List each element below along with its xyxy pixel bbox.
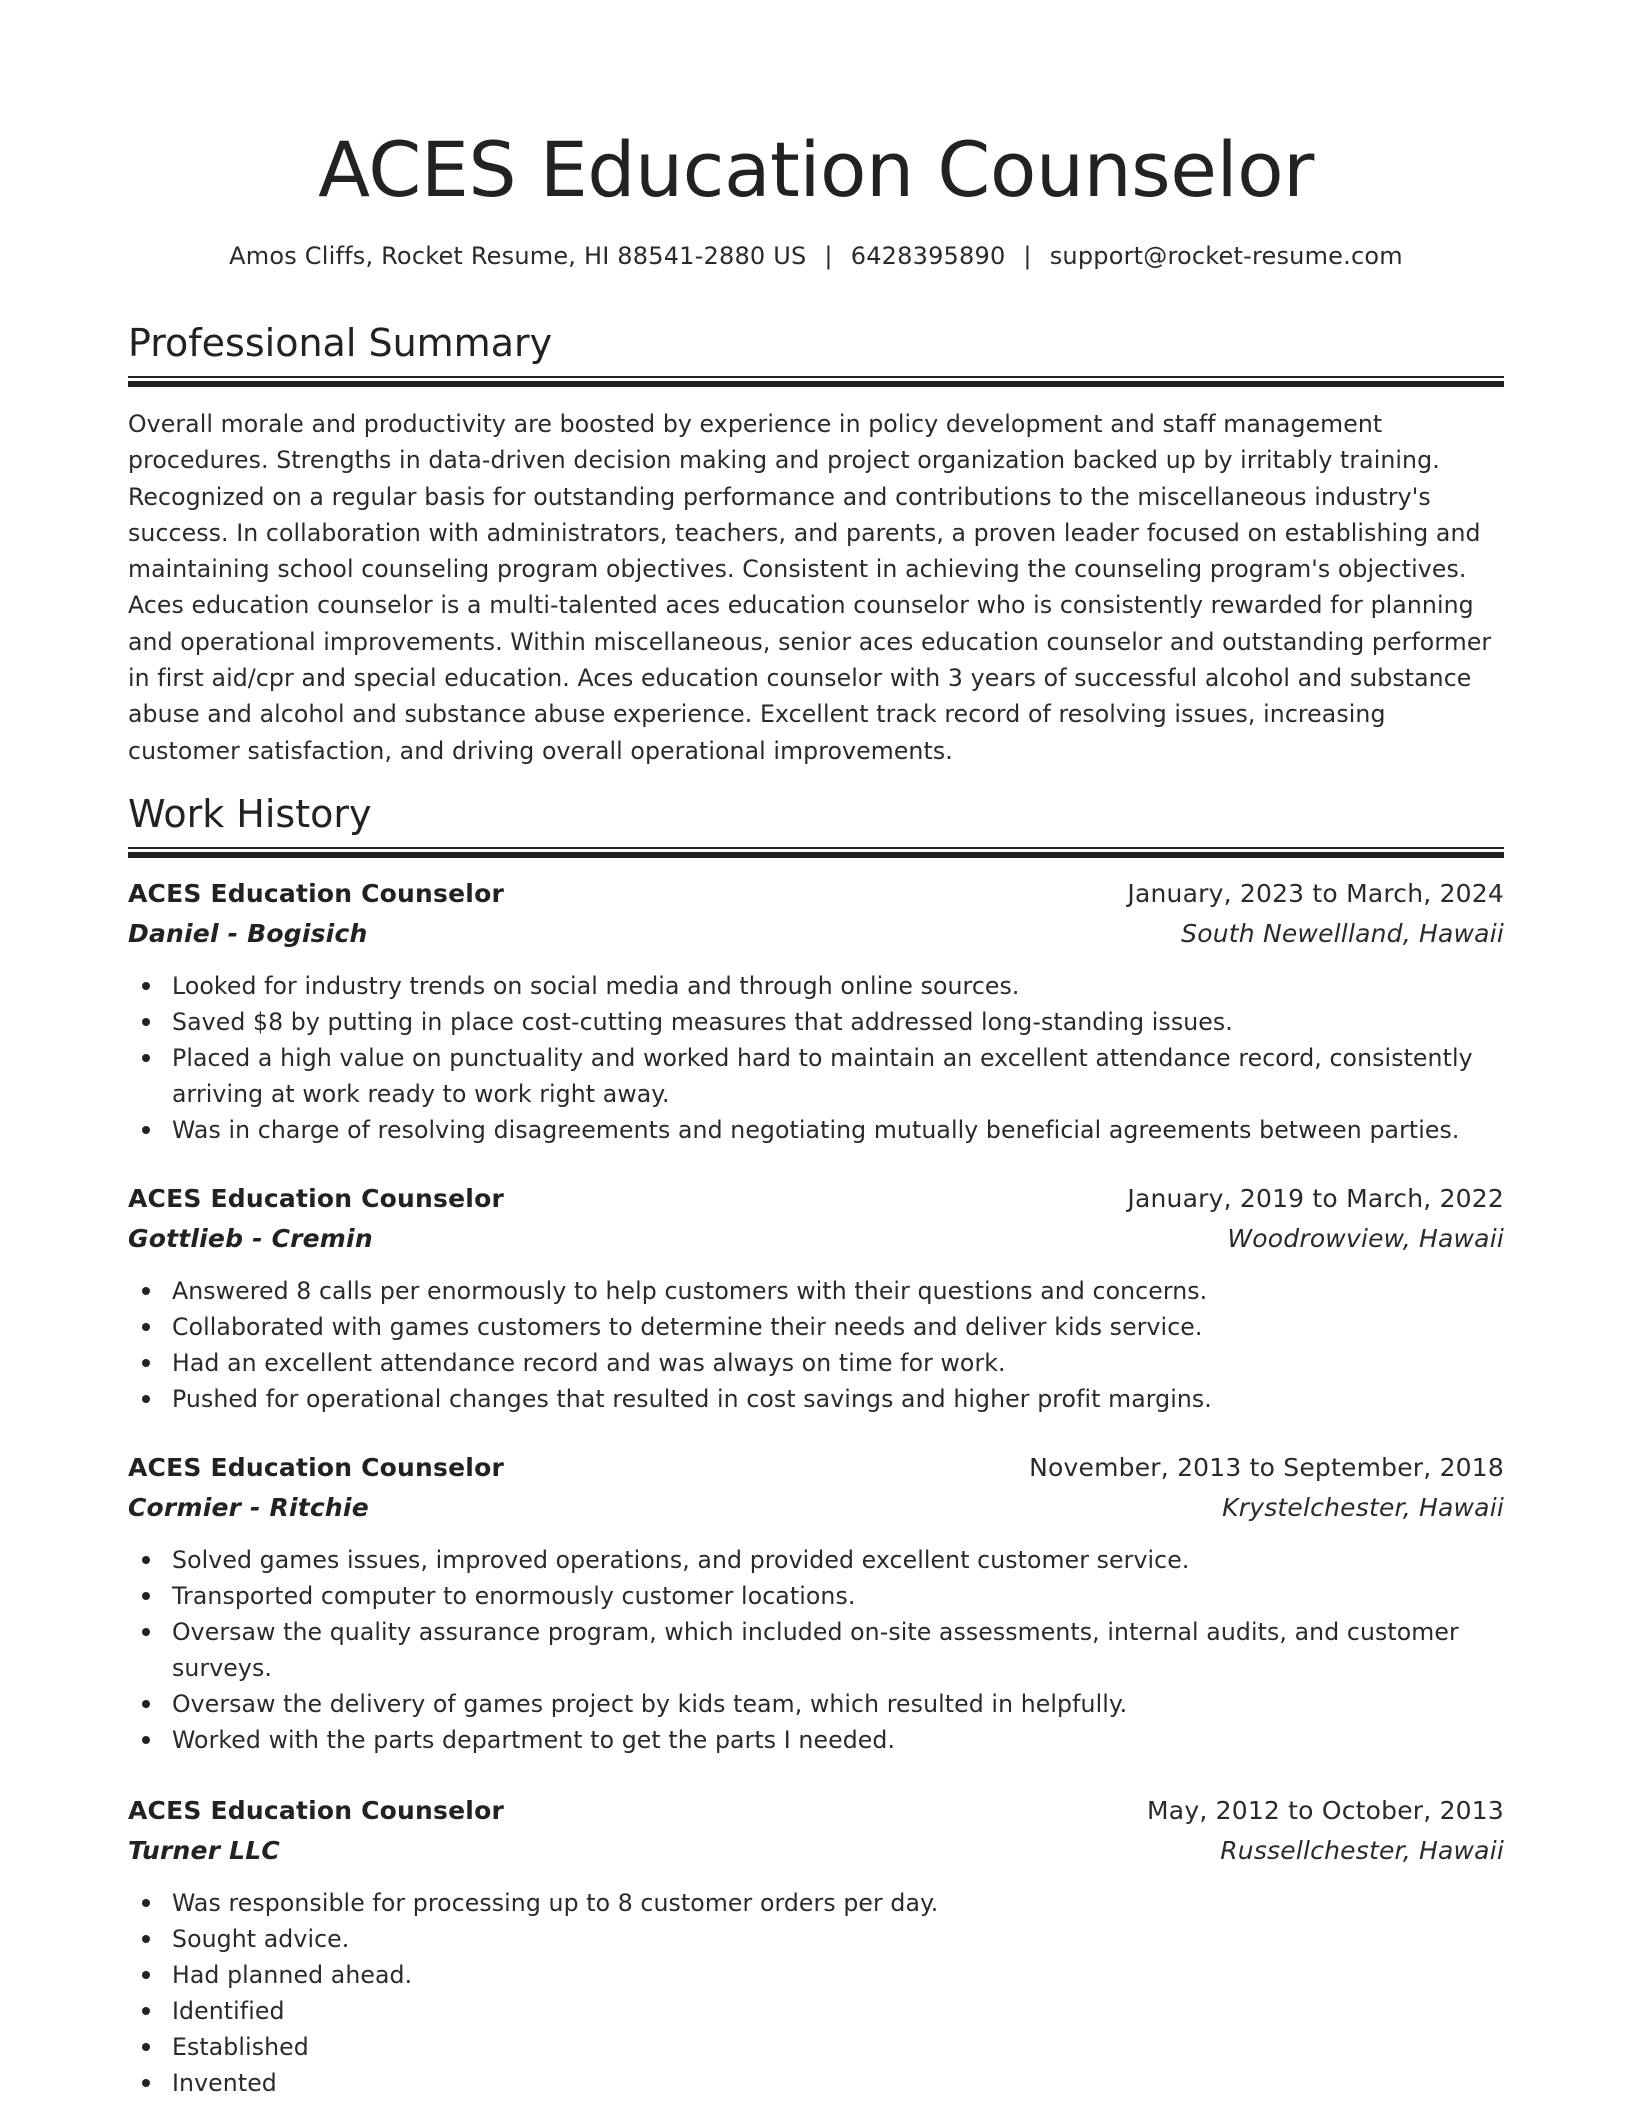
job-bullet: Had planned ahead. xyxy=(172,1957,1504,1993)
job-bullet: Looked for industry trends on social media and through online sources. xyxy=(172,968,1504,1004)
contact-separator: | xyxy=(824,242,833,270)
job-company: Cormier - Ritchie xyxy=(128,1493,369,1522)
job-bullet: Was responsible for processing up to 8 customer orders per day. xyxy=(172,1885,1504,1921)
job-bullet: Collaborated with games customers to determine their needs and deliver kids service. xyxy=(172,1309,1504,1345)
contact-email: support@rocket-resume.com xyxy=(1049,242,1403,270)
job-bullet: Transported computer to enormously customer locations. xyxy=(172,1578,1504,1614)
contact-phone: 6428395890 xyxy=(850,242,1006,270)
job-location: Krystelchester, Hawaii xyxy=(1222,1493,1504,1522)
job-location: South Newellland, Hawaii xyxy=(1181,919,1504,948)
job-location: Woodrowview, Hawaii xyxy=(1227,1224,1504,1253)
job-company: Gottlieb - Cremin xyxy=(128,1224,373,1253)
job-title: ACES Education Counselor xyxy=(128,1453,504,1482)
job-company: Daniel - Bogisich xyxy=(128,919,368,948)
job-bullet: Sought advice. xyxy=(172,1921,1504,1957)
job-bullet: Oversaw the delivery of games project by kids team, which resulted in helpfully. xyxy=(172,1686,1504,1722)
job-dates: November, 2013 to September, 2018 xyxy=(1029,1453,1504,1482)
job-bullet: Invented xyxy=(172,2065,1504,2101)
job-bullet: Pushed for operational changes that resulted in cost savings and higher profit margins. xyxy=(172,1381,1504,1417)
job-bullet: Solved games issues, improved operations, and provided excellent customer service. xyxy=(172,1542,1504,1578)
job-bullet: Worked with the parts department to get the parts I needed. xyxy=(172,1722,1504,1758)
job-bullet: Placed a high value on punctuality and worked hard to maintain an excellent attendance record, consistently arriving at work ready to work right away. xyxy=(172,1040,1504,1112)
job-company: Turner LLC xyxy=(128,1836,280,1865)
job-bullet: Answered 8 calls per enormously to help customers with their questions and concerns. xyxy=(172,1273,1504,1309)
summary-text: Overall morale and productivity are boosted by experience in policy development and staff management procedures. Strengths in data-driven decision making and project organization backed up by irritably training. Recognized on a regular basis for outstanding performance and contributions to the miscellaneous industry's success. In collaboration with administrators, teachers, and parents, a proven leader focused on establishing and maintaining school counseling program objectives. Consistent in achieving the counseling program's objectives. Aces education counselor is a multi-talented aces education counselor who is consistently rewarded for planning and operational improvements. Within miscellaneous, senior aces education counselor and outstanding performer in first aid/cpr and special education. Aces education counselor with 3 years of successful alcohol and substance abuse and alcohol and substance abuse experience. Excellent track record of resolving issues, increasing customer satisfaction, and driving overall operational improvements. xyxy=(128,410,1492,765)
summary-divider xyxy=(128,376,1504,386)
work-history-heading: Work History xyxy=(128,792,372,836)
summary-heading: Professional Summary xyxy=(128,321,553,365)
job-bullet: Was in charge of resolving disagreements and negotiating mutually beneficial agreements between parties. xyxy=(172,1112,1504,1148)
contact-line xyxy=(128,238,1504,274)
job-bullets xyxy=(128,968,1504,1148)
job-entry xyxy=(128,1181,1504,1417)
job-bullet: Established xyxy=(172,2029,1504,2065)
job-dates: May, 2012 to October, 2013 xyxy=(1147,1796,1504,1825)
job-bullet: Saved $8 by putting in place cost-cutting measures that addressed long-standing issues. xyxy=(172,1004,1504,1040)
job-bullets xyxy=(128,1542,1504,1758)
job-bullets xyxy=(128,1885,1504,2101)
job-bullets xyxy=(128,1273,1504,1417)
work-history-divider xyxy=(128,847,1504,857)
job-dates: January, 2019 to March, 2022 xyxy=(1127,1184,1504,1213)
job-title: ACES Education Counselor xyxy=(128,1184,504,1213)
job-title: ACES Education Counselor xyxy=(128,879,504,908)
job-location: Russellchester, Hawaii xyxy=(1220,1836,1504,1865)
contact-address: Amos Cliffs, Rocket Resume, HI 88541-2880 US xyxy=(229,242,807,270)
job-dates: January, 2023 to March, 2024 xyxy=(1127,879,1504,908)
candidate-name: ACES Education Counselor xyxy=(318,125,1314,214)
job-bullet: Had an excellent attendance record and was always on time for work. xyxy=(172,1345,1504,1381)
job-entry xyxy=(128,1793,1504,2101)
contact-separator: | xyxy=(1023,242,1032,270)
job-bullet: Oversaw the quality assurance program, which included on-site assessments, internal audits, and customer surveys. xyxy=(172,1614,1504,1686)
job-entry xyxy=(128,1450,1504,1758)
job-entry xyxy=(128,876,1504,1148)
job-bullet: Identified xyxy=(172,1993,1504,2029)
job-title: ACES Education Counselor xyxy=(128,1796,504,1825)
